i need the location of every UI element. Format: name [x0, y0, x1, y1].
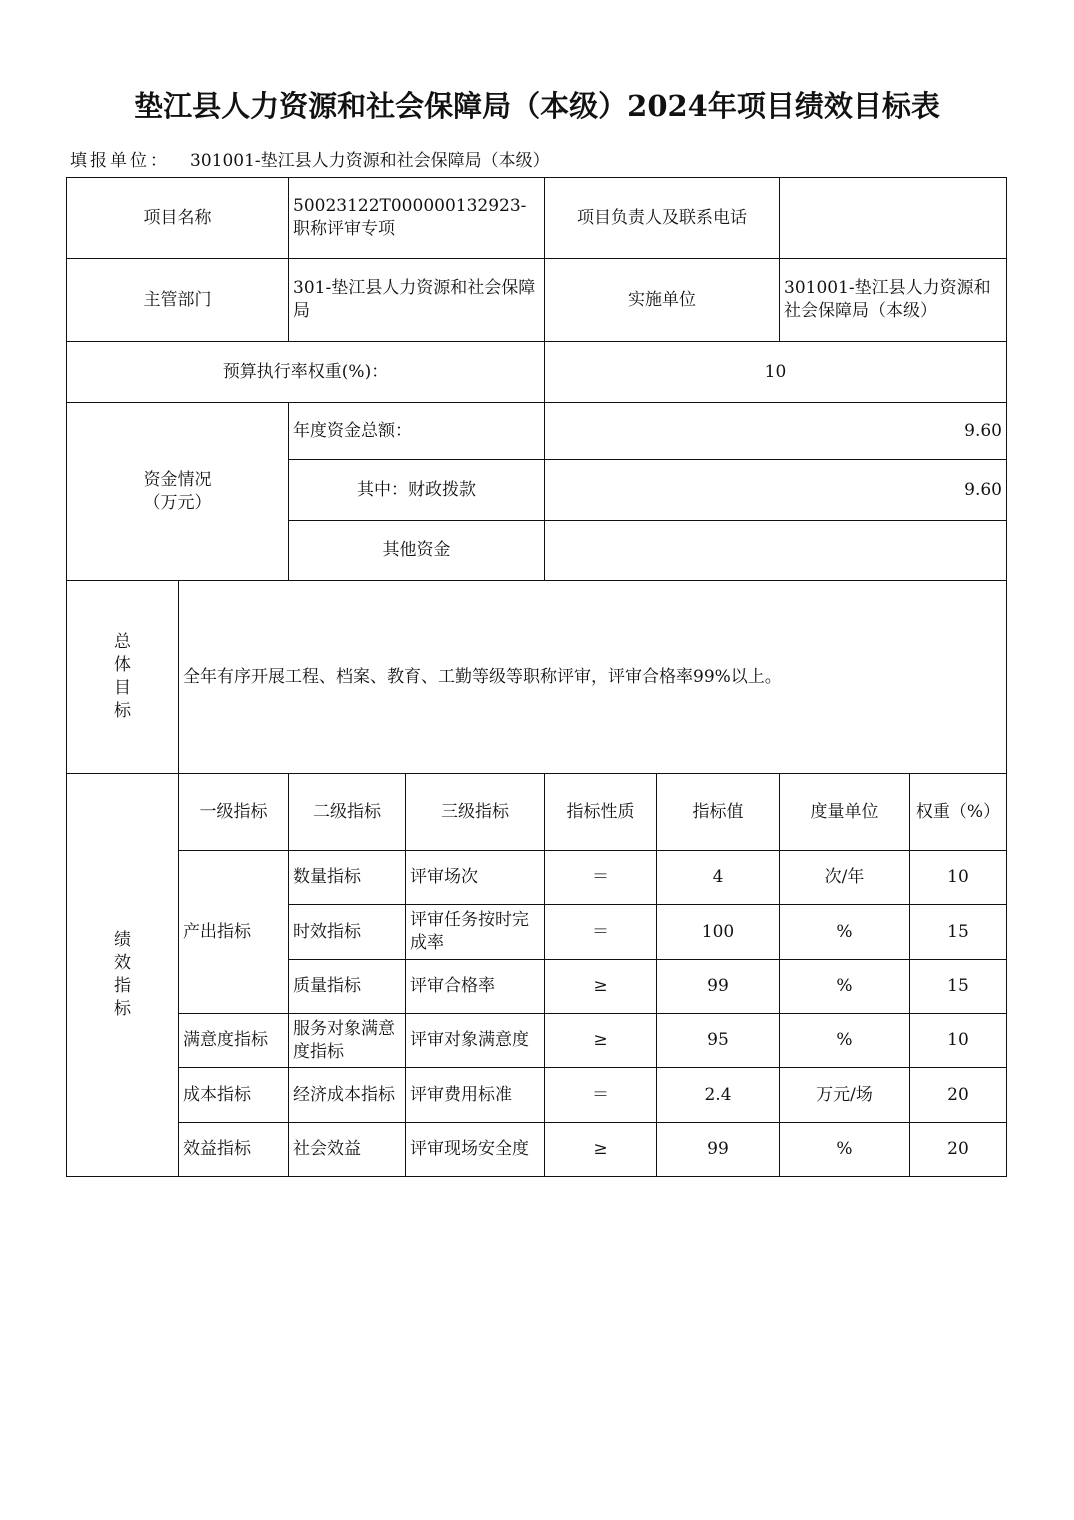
budget-weight-label: 预算执行率权重(%)：	[67, 342, 545, 403]
indicator-unit: %	[780, 960, 910, 1014]
reporting-unit-value: 301001-垫江县人力资源和社会保障局（本级）	[190, 151, 550, 171]
indicator-nature: ＝	[545, 851, 657, 905]
overall-goal-text: 全年有序开展工程、档案、教育、工勤等级等职称评审，评审合格率99%以上。	[179, 581, 1007, 774]
l1-indicator: 满意度指标	[179, 1014, 289, 1068]
header-cell: 二级指标	[289, 774, 406, 851]
indicator-weight: 20	[910, 1123, 1007, 1177]
l2-indicator: 经济成本指标	[289, 1068, 406, 1123]
indicator-value: 95	[657, 1014, 780, 1068]
indicator-weight: 10	[910, 851, 1007, 905]
indicator-unit: %	[780, 1123, 910, 1177]
header-cell: 指标性质	[545, 774, 657, 851]
project-contact-value	[780, 178, 1007, 259]
l2-indicator: 质量指标	[289, 960, 406, 1014]
indicator-weight: 15	[910, 905, 1007, 960]
l3-indicator: 评审对象满意度	[406, 1014, 545, 1068]
l2-indicator: 时效指标	[289, 905, 406, 960]
l3-indicator: 评审现场安全度	[406, 1123, 545, 1177]
l1-indicator: 效益指标	[179, 1123, 289, 1177]
indicator-weight: 10	[910, 1014, 1007, 1068]
header-cell: 度量单位	[780, 774, 910, 851]
project-contact-label: 项目负责人及联系电话	[545, 178, 780, 259]
l1-indicator: 产出指标	[179, 851, 289, 1014]
funds-total-value: 9.60	[545, 403, 1007, 460]
l2-indicator: 服务对象满意度指标	[289, 1014, 406, 1068]
overall-goal-label: 总 体 目 标	[67, 581, 179, 774]
funds-other-value	[545, 521, 1007, 581]
indicator-nature: ≥	[545, 1123, 657, 1177]
indicator-nature: ≥	[545, 960, 657, 1014]
indicator-nature: ＝	[545, 1068, 657, 1123]
l3-indicator: 评审合格率	[406, 960, 545, 1014]
indicator-unit: %	[780, 905, 910, 960]
indicator-value: 99	[657, 960, 780, 1014]
funds-label: 资金情况 （万元）	[67, 403, 289, 581]
indicator-unit: %	[780, 1014, 910, 1068]
indicator-unit: 万元/场	[780, 1068, 910, 1123]
dept-value: 301-垫江县人力资源和社会保障局	[289, 259, 545, 342]
indicator-unit: 次/年	[780, 851, 910, 905]
page-title: 垫江县人力资源和社会保障局（本级）2024年项目绩效目标表	[134, 89, 940, 123]
l3-indicator: 评审任务按时完成率	[406, 905, 545, 960]
l3-indicator: 评审场次	[406, 851, 545, 905]
perf-label: 绩 效 指 标	[67, 774, 179, 1177]
indicator-weight: 15	[910, 960, 1007, 1014]
reporting-unit-label: 填报单位：	[70, 151, 170, 171]
project-name-label: 项目名称	[67, 178, 289, 259]
indicator-nature: ≥	[545, 1014, 657, 1068]
project-name-value: 50023122T000000132923-职称评审专项	[289, 178, 545, 259]
header-cell: 一级指标	[179, 774, 289, 851]
header-cell: 指标值	[657, 774, 780, 851]
indicator-value: 100	[657, 905, 780, 960]
l2-indicator: 数量指标	[289, 851, 406, 905]
indicator-nature: ＝	[545, 905, 657, 960]
impl-unit-value: 301001-垫江县人力资源和社会保障局（本级）	[780, 259, 1007, 342]
header-cell: 权重（%）	[910, 774, 1007, 851]
indicator-weight: 20	[910, 1068, 1007, 1123]
header-cell: 三级指标	[406, 774, 545, 851]
performance-target-table	[66, 177, 1007, 1177]
budget-weight-value: 10	[545, 342, 1007, 403]
reporting-unit-line	[70, 146, 550, 171]
indicator-value: 4	[657, 851, 780, 905]
funds-other-label: 其他资金	[289, 521, 545, 581]
funds-fiscal-value: 9.60	[545, 460, 1007, 521]
l3-indicator: 评审费用标准	[406, 1068, 545, 1123]
l1-indicator: 成本指标	[179, 1068, 289, 1123]
indicator-value: 99	[657, 1123, 780, 1177]
indicator-value: 2.4	[657, 1068, 780, 1123]
funds-fiscal-label: 其中：财政拨款	[289, 460, 545, 521]
funds-total-label: 年度资金总额：	[289, 403, 545, 460]
dept-label: 主管部门	[67, 259, 289, 342]
impl-unit-label: 实施单位	[545, 259, 780, 342]
l2-indicator: 社会效益	[289, 1123, 406, 1177]
